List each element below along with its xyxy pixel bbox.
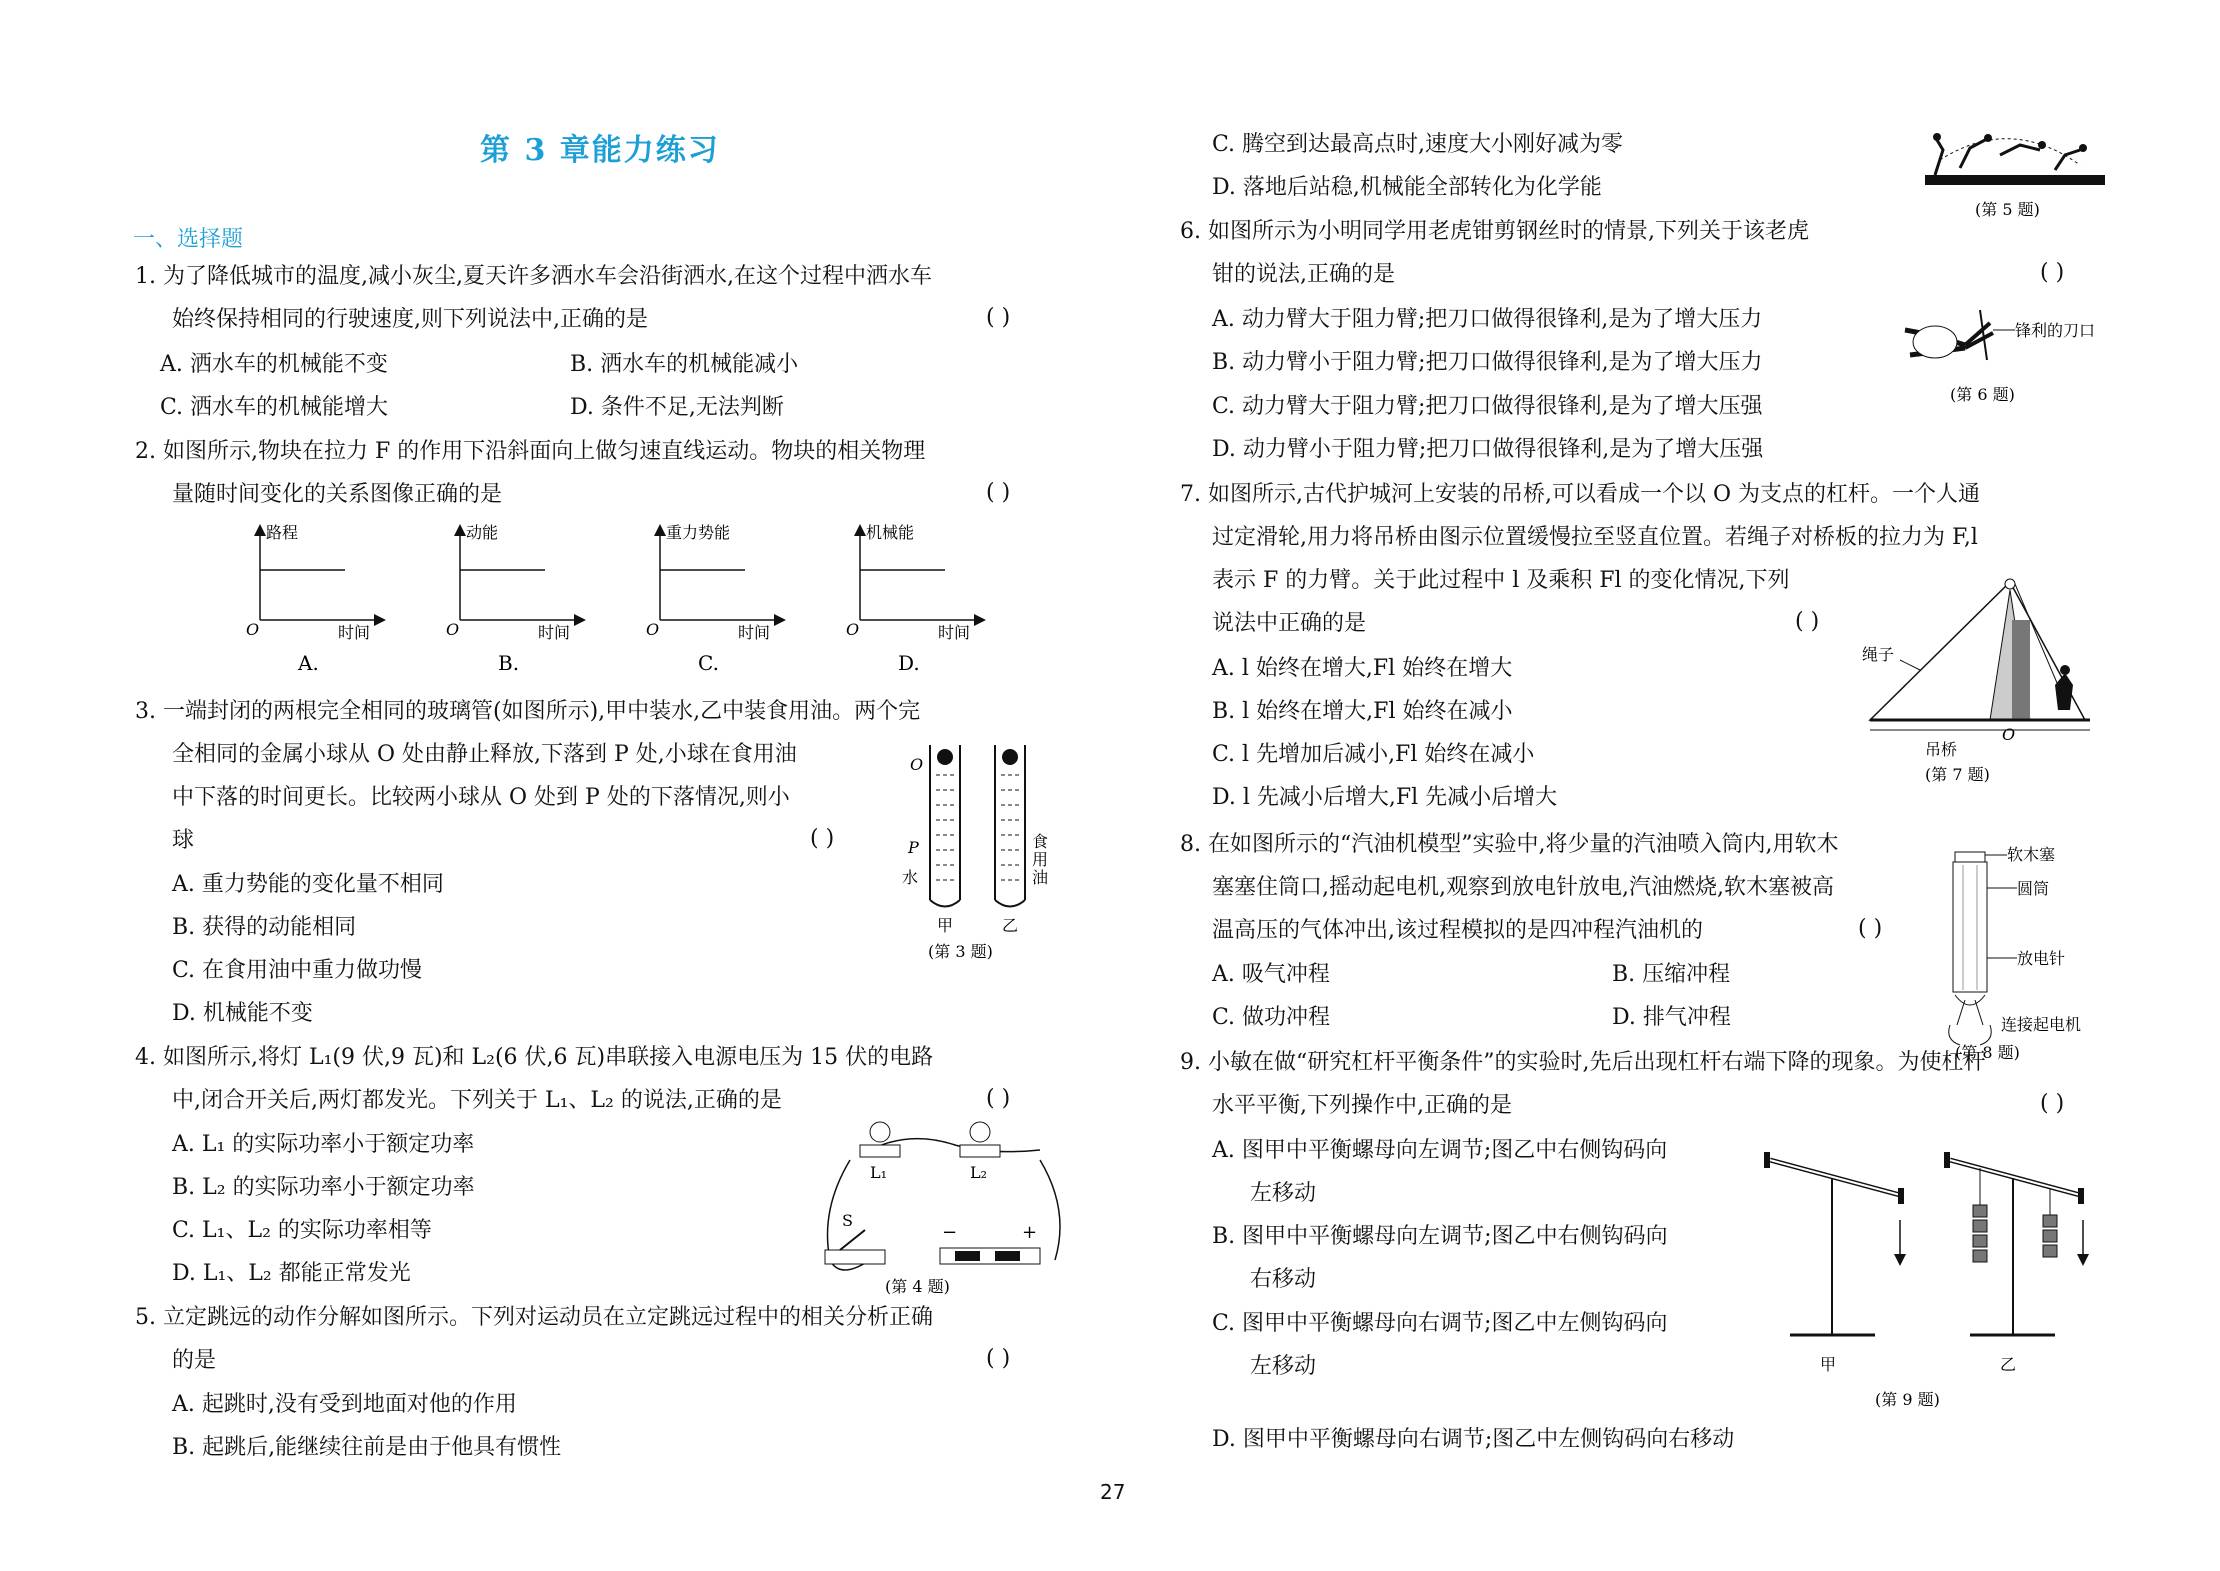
q3-stem-line1: 3. 一端封闭的两根完全相同的玻璃管(如图所示),甲中装水,乙中装食用油。两个完 bbox=[135, 699, 921, 724]
q5-answer-paren: ( ) bbox=[986, 1346, 1011, 1371]
graph-b-option: B. bbox=[498, 651, 520, 675]
q9-stem-line2: 水平平衡,下列操作中,正确的是 bbox=[1212, 1093, 1512, 1118]
q1-option-a: A. 洒水车的机械能不变 bbox=[160, 352, 388, 377]
pulley-icon bbox=[2005, 579, 2015, 589]
graph-a-ylabel: 路程 bbox=[266, 523, 299, 542]
graph-b bbox=[446, 523, 580, 675]
q3-label-water: 水 bbox=[902, 868, 919, 887]
graph-d-option: D. bbox=[898, 651, 920, 675]
q6-figure-pliers bbox=[1895, 300, 2120, 410]
q1-stem-line2: 始终保持相同的行驶速度,则下列说法中,正确的是 bbox=[172, 307, 648, 332]
q4-option-c: C. L₁、L₂ 的实际功率相等 bbox=[172, 1218, 432, 1243]
q8-answer-paren: ( ) bbox=[1858, 916, 1883, 941]
q8-label-tube: 圆筒 bbox=[2017, 879, 2050, 898]
q6-option-b: B. 动力臂小于阻力臂;把刀口做得很锋利,是为了增大压力 bbox=[1212, 350, 1763, 375]
q7-answer-paren: ( ) bbox=[1795, 609, 1820, 634]
graph-a-xlabel: 时间 bbox=[338, 623, 371, 642]
q9-option-b-line2: 右移动 bbox=[1250, 1267, 1317, 1292]
q6-caption: (第 6 题) bbox=[1950, 385, 2015, 404]
q9-option-c-line1: C. 图甲中平衡螺母向右调节;图乙中左侧钩码向 bbox=[1212, 1311, 1668, 1336]
graph-c-origin: O bbox=[646, 620, 660, 639]
q7-figure-drawbridge bbox=[1860, 570, 2110, 800]
graph-d-xlabel: 时间 bbox=[938, 623, 971, 642]
q6-option-d: D. 动力臂小于阻力臂;把刀口做得很锋利,是为了增大压强 bbox=[1212, 437, 1764, 462]
q8-option-d: D. 排气冲程 bbox=[1612, 1005, 1731, 1030]
q7-option-a: A. l 始终在增大,Fl 始终在增大 bbox=[1212, 656, 1513, 681]
q4-option-b: B. L₂ 的实际功率小于额定功率 bbox=[172, 1175, 475, 1200]
q3-option-c: C. 在食用油中重力做功慢 bbox=[172, 958, 423, 983]
q1-option-b: B. 洒水车的机械能减小 bbox=[570, 352, 799, 377]
lamp-l1-icon bbox=[870, 1122, 890, 1142]
graph-b-ylabel: 动能 bbox=[466, 523, 499, 542]
graph-c-xlabel: 时间 bbox=[738, 623, 771, 642]
graph-c-option: C. bbox=[698, 651, 719, 675]
q3-stem-line4: 球 bbox=[172, 828, 195, 853]
q4-option-a: A. L₁ 的实际功率小于额定功率 bbox=[172, 1132, 475, 1157]
q7-stem-line2: 过定滑轮,用力将吊桥由图示位置缓慢拉至竖直位置。若绳子对桥板的拉力为 F,l bbox=[1212, 525, 1978, 550]
page-number: 27 bbox=[1100, 1480, 1126, 1504]
q3-label-yi: 乙 bbox=[1002, 916, 1019, 935]
cork-icon bbox=[1955, 852, 1985, 862]
graph-c bbox=[646, 523, 780, 675]
q4-answer-paren: ( ) bbox=[986, 1086, 1011, 1111]
q4-figure-circuit bbox=[810, 1110, 1070, 1300]
q4-label-l1: L₁ bbox=[870, 1163, 888, 1182]
q9-option-c-line2: 左移动 bbox=[1250, 1354, 1317, 1379]
q8-option-c: C. 做功冲程 bbox=[1212, 1005, 1331, 1030]
graph-d-ylabel: 机械能 bbox=[866, 523, 915, 542]
lamp-l2-icon bbox=[970, 1122, 990, 1142]
q7-caption: (第 7 题) bbox=[1925, 765, 1990, 784]
graph-c-ylabel: 重力势能 bbox=[666, 523, 731, 542]
q8-option-b: B. 压缩冲程 bbox=[1612, 962, 1731, 987]
q5-caption: (第 5 题) bbox=[1975, 200, 2040, 219]
q5-option-d: D. 落地后站稳,机械能全部转化为化学能 bbox=[1212, 175, 1602, 200]
q3-stem-line2: 全相同的金属小球从 O 处由静止释放,下落到 P 处,小球在食用油 bbox=[172, 742, 797, 767]
graph-a-option: A. bbox=[298, 651, 319, 675]
q3-option-d: D. 机械能不变 bbox=[172, 1001, 313, 1026]
q6-answer-paren: ( ) bbox=[2040, 260, 2065, 285]
ball-yi bbox=[1002, 749, 1018, 765]
q3-label-p: P bbox=[908, 838, 919, 857]
q7-option-b: B. l 始终在增大,Fl 始终在减小 bbox=[1212, 699, 1513, 724]
lever-yi bbox=[1944, 1152, 2084, 1374]
q4-label-minus: − bbox=[942, 1222, 958, 1243]
q1-answer-paren: ( ) bbox=[986, 305, 1011, 330]
q4-label-plus: + bbox=[1022, 1222, 1038, 1243]
q6-stem-line2: 钳的说法,正确的是 bbox=[1212, 262, 1395, 287]
q5-option-c: C. 腾空到达最高点时,速度大小刚好减为零 bbox=[1212, 132, 1624, 157]
q9-option-d: D. 图甲中平衡螺母向右调节;图乙中左侧钩码向右移动 bbox=[1212, 1427, 1735, 1452]
q7-label-rope: 绳子 bbox=[1862, 645, 1895, 664]
q8-stem-line2: 塞塞住筒口,摇动起电机,观察到放电针放电,汽油燃烧,软木塞被高 bbox=[1212, 875, 1834, 900]
q6-stem-line1: 6. 如图所示为小明同学用老虎钳剪钢丝时的情景,下列关于该老虎 bbox=[1180, 219, 1809, 244]
q2-stem-line1: 2. 如图所示,物块在拉力 F 的作用下沿斜面向上做匀速直线运动。物块的相关物理 bbox=[135, 439, 926, 464]
q4-label-s: S bbox=[842, 1211, 853, 1230]
q3-label-oil-3: 油 bbox=[1032, 868, 1049, 887]
section-heading: 一、选择题 bbox=[133, 227, 244, 252]
graph-d-origin: O bbox=[846, 620, 860, 639]
q9-label-yi: 乙 bbox=[2000, 1355, 2017, 1374]
q9-answer-paren: ( ) bbox=[2040, 1091, 2065, 1116]
q3-figure-tubes bbox=[880, 735, 1080, 965]
q3-stem-line3: 中下落的时间更长。比较两小球从 O 处到 P 处的下落情况,则小 bbox=[172, 785, 790, 810]
graph-b-origin: O bbox=[446, 620, 460, 639]
q2-answer-paren: ( ) bbox=[986, 480, 1011, 505]
q5-option-a: A. 起跳时,没有受到地面对他的作用 bbox=[172, 1392, 517, 1417]
graph-a-origin: O bbox=[246, 620, 260, 639]
q9-caption: (第 9 题) bbox=[1875, 1390, 1940, 1409]
q7-stem-line4: 说法中正确的是 bbox=[1212, 611, 1367, 636]
q7-label-o: O bbox=[2002, 725, 2016, 744]
q4-label-l2: L₂ bbox=[970, 1163, 988, 1182]
q5-stem-line2: 的是 bbox=[172, 1348, 217, 1373]
q3-option-a: A. 重力势能的变化量不相同 bbox=[172, 872, 444, 897]
q2-graphs bbox=[230, 520, 1050, 680]
q8-label-needle: 放电针 bbox=[2017, 949, 2066, 968]
q5-figure-long-jump bbox=[1920, 120, 2110, 230]
q9-option-a-line2: 左移动 bbox=[1250, 1181, 1317, 1206]
lever-jia bbox=[1764, 1152, 1904, 1374]
graph-d bbox=[846, 523, 980, 675]
q6-option-c: C. 动力臂大于阻力臂;把刀口做得很锋利,是为了增大压强 bbox=[1212, 394, 1763, 419]
q4-stem-line2: 中,闭合开关后,两灯都发光。下列关于 L₁、L₂ 的说法,正确的是 bbox=[172, 1088, 782, 1113]
chapter-title: 第 3 章能力练习 bbox=[480, 133, 720, 168]
q8-label-cork: 软木塞 bbox=[2007, 845, 2056, 864]
q1-stem-line1: 1. 为了降低城市的温度,减小灰尘,夏天许多洒水车会沿街洒水,在这个过程中洒水车 bbox=[135, 264, 932, 289]
q3-label-jia: 甲 bbox=[937, 916, 954, 935]
q3-label-o: O bbox=[910, 755, 924, 774]
q8-stem-line1: 8. 在如图所示的“汽油机模型”实验中,将少量的汽油喷入筒内,用软木 bbox=[1180, 832, 1839, 857]
q2-stem-line2: 量随时间变化的关系图像正确的是 bbox=[172, 482, 503, 507]
q1-option-c: C. 洒水车的机械能增大 bbox=[160, 395, 389, 420]
q9-label-jia: 甲 bbox=[1820, 1355, 1837, 1374]
switch-icon bbox=[825, 1250, 885, 1264]
q3-label-oil-2: 用 bbox=[1032, 850, 1049, 869]
q8-option-a: A. 吸气冲程 bbox=[1212, 962, 1330, 987]
q3-answer-paren: ( ) bbox=[810, 826, 835, 851]
q6-label-blade: 锋利的刀口 bbox=[2015, 321, 2096, 340]
q9-option-b-line1: B. 图甲中平衡螺母向左调节;图乙中右侧钩码向 bbox=[1212, 1224, 1668, 1249]
q9-stem-line1: 9. 小敏在做“研究杠杆平衡条件”的实验时,先后出现杠杆右端下降的现象。为使杠杆 bbox=[1180, 1050, 1986, 1075]
q8-stem-line3: 温高压的气体冲出,该过程模拟的是四冲程汽油机的 bbox=[1212, 918, 1703, 943]
q8-figure-engine-model bbox=[1935, 840, 2115, 1065]
q8-label-generator: 连接起电机 bbox=[2001, 1015, 2082, 1034]
q1-option-d: D. 条件不足,无法判断 bbox=[570, 395, 784, 420]
graph-a bbox=[246, 523, 380, 675]
q6-option-a: A. 动力臂大于阻力臂;把刀口做得很锋利,是为了增大压力 bbox=[1212, 307, 1763, 332]
q4-option-d: D. L₁、L₂ 都能正常发光 bbox=[172, 1261, 411, 1286]
graph-b-xlabel: 时间 bbox=[538, 623, 571, 642]
q8-caption: (第 8 题) bbox=[1955, 1043, 2020, 1062]
q4-caption: (第 4 题) bbox=[885, 1277, 950, 1296]
q7-option-c: C. l 先增加后减小,Fl 始终在减小 bbox=[1212, 742, 1535, 767]
ball-jia bbox=[937, 749, 953, 765]
q7-stem-line1: 7. 如图所示,古代护城河上安装的吊桥,可以看成一个以 O 为支点的杠杆。一个人通 bbox=[1180, 482, 1980, 507]
q5-option-b: B. 起跳后,能继续往前是由于他具有惯性 bbox=[172, 1435, 562, 1460]
q9-option-a-line1: A. 图甲中平衡螺母向左调节;图乙中右侧钩码向 bbox=[1212, 1138, 1668, 1163]
q5-stem-line1: 5. 立定跳远的动作分解如图所示。下列对运动员在立定跳远过程中的相关分析正确 bbox=[135, 1305, 933, 1330]
q7-option-d: D. l 先减小后增大,Fl 先减小后增大 bbox=[1212, 785, 1558, 810]
q7-label-bridge: 吊桥 bbox=[1925, 740, 1958, 759]
q9-figure-levers bbox=[1750, 1140, 2110, 1420]
q3-caption: (第 3 题) bbox=[928, 942, 993, 961]
q3-label-oil-1: 食 bbox=[1032, 832, 1049, 851]
q7-stem-line3: 表示 F 的力臂。关于此过程中 l 及乘积 Fl 的变化情况,下列 bbox=[1212, 568, 1790, 593]
q4-stem-line1: 4. 如图所示,将灯 L₁(9 伏,9 瓦)和 L₂(6 伏,6 瓦)串联接入电源电压为 15 伏的电路 bbox=[135, 1045, 934, 1070]
q3-option-b: B. 获得的动能相同 bbox=[172, 915, 357, 940]
